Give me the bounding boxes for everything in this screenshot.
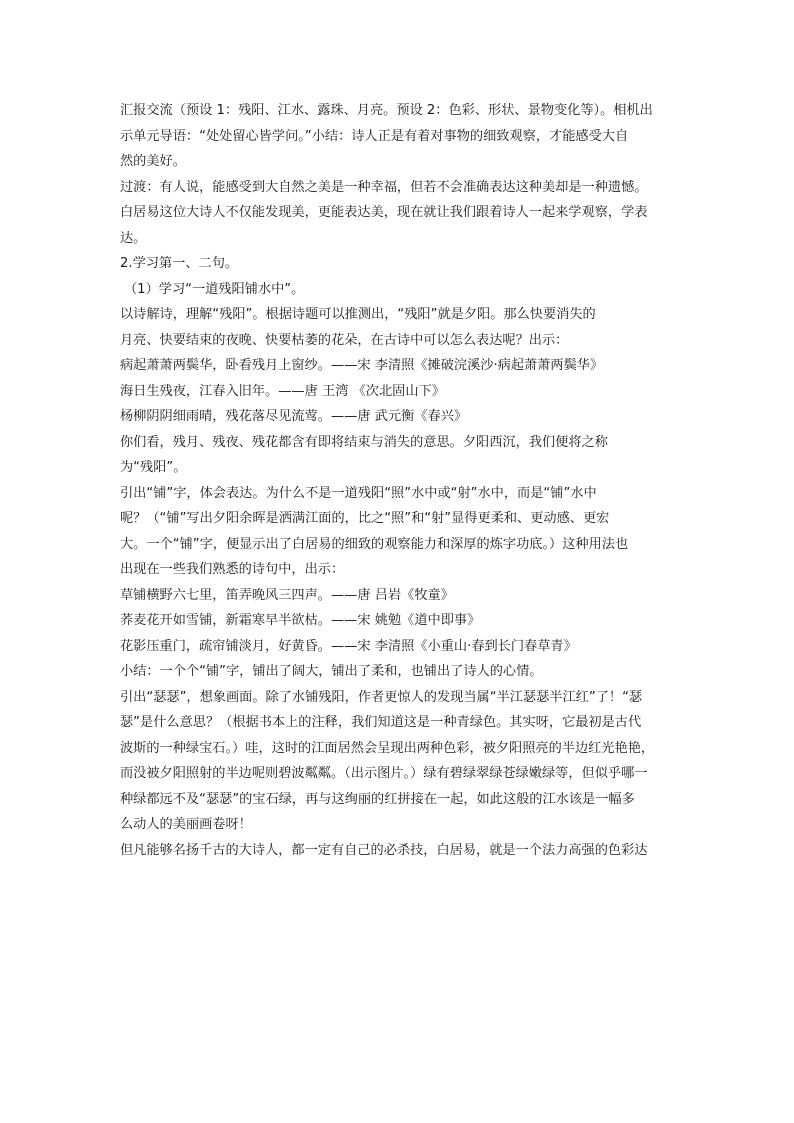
text-line: 种绿都远不及“瑟瑟”的宝石绿，再与这绚丽的红拼接在一起，如此这般的江水该是一幅多 (120, 791, 635, 807)
poem-quote: 杨柳阴阴细雨晴，残花落尽见流莺。——唐 武元衡《春兴》 (120, 409, 468, 424)
text-line: 为“残阳”。 (120, 460, 187, 475)
text-line: 达。 (120, 230, 147, 246)
text-line: 过渡：有人说，能感受到大自然之美是一种幸福，但若不会准确表达这种美却是一种遗憾。 (120, 179, 648, 195)
text-line: 大。一个“铺”字，便显示出了白居易的细致的观察能力和深厚的炼字功底。）这种用法也 (120, 536, 629, 552)
text-line: 以诗解诗，理解“残阳”。根据诗题可以推测出，“残阳”就是夕阳。那么快要消失的 (120, 307, 596, 322)
poem-quote: 草铺横野六七里，笛弄晚风三四声。——唐 吕岩《牧童》 (120, 587, 454, 603)
document-body (120, 98, 680, 863)
text-line: 引出“瑟瑟”，想象画面。除了水铺残阳，作者更惊人的发现当属“半江瑟瑟半江红”了！“瑟 (120, 689, 643, 705)
poem-quote: 花影压重门，疏帘铺淡月，好黄昏。——宋 李清照《小重山·春到长门春草青》 (120, 638, 577, 654)
section-heading: 2.学习第一、二句。 (120, 256, 239, 271)
text-line: 月亮、快要结束的夜晚、快要枯萎的花朵，在古诗中可以怎么表达呢？出示： (120, 332, 569, 348)
text-line: 汇报交流（预设 1：残阳、江水、露珠、月亮。预设 2：色彩、形状、景物变化等）。相机出 (120, 103, 653, 118)
text-line: 引出“铺”字，体会表达。为什么不是一道残阳“照”水中或“射”水中，而是“铺”水中 (120, 485, 597, 501)
text-line: 波斯的一种绿宝石。）哇，这时的江面居然会呈现出两种色彩，被夕阳照亮的半边红光艳艳， (120, 740, 655, 756)
poem-quote: 海日生残夜，江春入旧年。——唐 王湾 《次北固山下》 (120, 383, 445, 399)
text-line: 而没被夕阳照射的半边呢则碧波粼粼。（出示图片。）绿有碧绿翠绿苍绿嫩绿等，但似乎哪一 (120, 766, 648, 781)
text-line: 示单元导语：“处处留心皆学问。”小结：诗人正是有着对事物的细致观察，才能感受大自 (120, 128, 629, 144)
text-line: 你们看，残月、残夜、残花都含有即将结束与消失的意思。夕阳西沉，我们便将之称 (120, 434, 608, 450)
text-line: 但凡能够名扬千古的大诗人，都一定有自己的必杀技，白居易，就是一个法力高强的色彩达 (120, 842, 648, 858)
text-line: 白居易这位大诗人不仅能发现美，更能表达美，现在就让我们跟着诗人一起来学观察，学表 (120, 205, 648, 220)
text-line: 瑟”是什么意思？（根据书本上的注释，我们知道这是一种青绿色。其实呀，它最初是古代 (120, 715, 642, 730)
text-line: 出现在一些我们熟悉的诗句中，出示： (120, 562, 345, 577)
text-line: 么动人的美丽画卷呀！ (120, 817, 252, 832)
text-line: 小结：一个个“铺”字，铺出了阔大，铺出了柔和，也铺出了诗人的心情。 (120, 664, 543, 679)
poem-quote: 荞麦花开如雪铺，新霜寒早半欲枯。——宋 姚勉《道中即事》 (120, 613, 481, 628)
text-line: 然的美好。 (120, 154, 186, 169)
subsection-heading: （1）学习“一道残阳铺水中”。 (124, 281, 305, 297)
poem-quote: 病起萧萧两鬓华，卧看残月上窗纱。——宋 李清照《摊破浣溪沙·病起萧萧两鬓华》 (120, 358, 604, 373)
text-line: 呢？（“铺”写出夕阳余晖是洒满江面的，比之“照”和“射”显得更柔和、更动感、更宏 (120, 511, 610, 526)
